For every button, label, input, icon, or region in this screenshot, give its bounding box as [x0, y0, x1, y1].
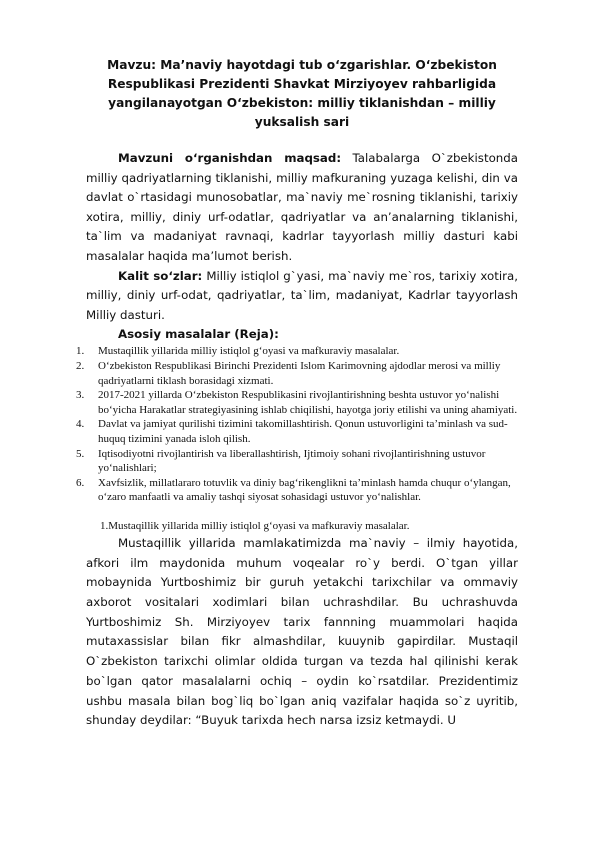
purpose-label: Mavzuni o‘rganishdan maqsad:: [118, 151, 342, 165]
keywords-paragraph: [86, 267, 518, 326]
page-content: [76, 56, 518, 731]
plan-list: [76, 344, 518, 505]
plan-item-text: O‘zbekiston Respublikasi Birinchi Prezidenti Islom Karimovning ajdodlar merosi va milliy qadriyatlarni tiklash borasidagi xizmati.: [98, 359, 501, 387]
plan-item-text: Davlat va jamiyat qurilishi tizimini takomillashtirish. Qonun ustuvorligini ta’minlash va sud-huquq tizimini yanada isloh qilish.: [98, 418, 508, 445]
plan-item-text: Iqtisodiyotni rivojlantirish va liberallashtirish, Ijtimoiy sohani rivojlantirishning ustuvor yo‘nalishlari;: [98, 447, 486, 475]
page-title: Mavzu: Ma’naviy hayotdagi tub o‘zgarishlar. O‘zbekiston Respublikasi Prezidenti Shavkat Mirziyoyev rahbarligida yangilanayotgan O‘zbekiston: milliy tiklanishdan – milliy yuksalish sari: [107, 58, 497, 129]
plan-item-number: 5.: [76, 447, 85, 460]
plan-item: [76, 447, 518, 476]
plan-item-text: Mustaqillik yillarida milliy istiqlol g‘oyasi va mafkuraviy masalalar.: [98, 345, 400, 358]
plan-item: [76, 359, 518, 388]
plan-item-number: 1.: [76, 345, 85, 358]
section-heading: 1.Mustaqillik yillarida milliy istiqlol g‘oyasi va mafkuraviy masalalar.: [100, 519, 410, 532]
plan-item-number: 3.: [76, 389, 85, 402]
plan-item: [76, 417, 518, 446]
plan-heading: Asosiy masalalar (Reja):: [118, 327, 279, 342]
plan-item-text: Xavfsizlik, millatlararo totuvlik va diniy bag‘rikenglikni ta’minlash hamda chuqur o‘ylangan, o‘zaro manfaatli va amaliy tashqi siyosat sohasidagi ustuvor yo‘nalishlar.: [98, 476, 511, 504]
body-paragraph: Mustaqillik yillarida mamlakatimizda ma`naviy – ilmiy hayotida, afkori ilm maydonida muhum voqealar ro`y berdi. O`tgan yillar mobaynida Yurtboshimiz bir guruh yetakchi tarixchilar va ommaviy axborot vositalari xodimlari bilan uchrashdilar. Bu uchrashuvda Yurtboshimiz Sh. Mirziyoyev tarix fannning muammolari haqida mutaxassislar bilan fikr almashdilar, kuuynib gapirdilar. Mustaqil O`zbekiston tarixchi olimlar oldida turgan va tezda hal qilinishi kerak bo`lgan qator masalalarni ochiq – oydin ko`rsatdilar. Prezidentimiz ushbu masala bilan bog`liq bo`lgan aniq vazifalar haqida so`z uyritib, shunday deydilar: “Buyuk tarixda hech narsa izsiz ketmaydi. U: [86, 535, 518, 728]
purpose-paragraph: [86, 149, 518, 267]
plan-item-text: 2017-2021 yillarda O‘zbekiston Respublikasini rivojlantirishning beshta ustuvor yo‘nalishi bo‘yicha Harakatlar strategiyasining ishlab chiqilishi, hayotga joriy etilishi va uning ahamiyati.: [98, 389, 518, 416]
keywords-text: Milliy istiqlol g`yasi, ma`naviy me`ros, tarixiy xotira, milliy, diniy urf-odat, qadriyatlar, ta`lim, madaniyat, Kadrlar tayyorlash Milliy dasturi.: [86, 268, 518, 322]
plan-item: [76, 388, 518, 417]
plan-item-number: 6.: [76, 476, 85, 489]
plan-item-number: 2.: [76, 359, 85, 372]
plan-item: [76, 476, 518, 505]
plan-item: [76, 344, 518, 359]
plan-item-number: 4.: [76, 418, 85, 431]
purpose-text: Talabalarga O`zbekistonda milliy qadriyatlarning tiklanishi, milliy mafkuraning yuzaga kelishi, din va davlat o`rtasidagi munosobatlar, ma`naviy me`rosning tiklanishi, tarixiy xotira, milliy, diniy urf-odatlar, qadriyatlar va an’analarning tiklanishi, ta`lim va madaniyat ravnaqi, kadrlar tayyorlash milliy dasturi kabi masalalar haqida ma’lumot berish.: [86, 151, 518, 263]
keywords-label: Kalit so‘zlar:: [118, 268, 203, 283]
